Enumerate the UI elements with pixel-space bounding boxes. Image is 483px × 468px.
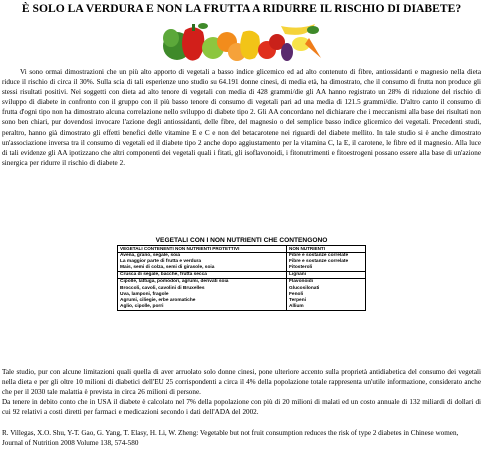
table-cell-non-nutrient: Fenoli <box>287 292 366 298</box>
vegetables-and-fruit-illustration <box>163 16 323 64</box>
table-cell-vegetable: Avena, grano, segale, soia <box>118 253 287 260</box>
table-row <box>118 272 366 279</box>
intro-paragraph: Vi sono ormai dimostrazioni che un più alto apporto di vegetali a basso indice glicemico ed ad alto contenuto di fibre, antiossidanti e magnesio nella dieta riduce il rischio di circa il 30%. Sulla scia di tali esperienze uno studio su 64.191 donne cinesi, di media età, ha dimostrato, che il consumo di frutta non produce gli stessi risultati positivi. Nei soggetti con dieta ad alto tenore di vegetali con media di 428 grammi/die gli AA hanno registrato un 28% di riduzione del rischio di sviluppo di diabete in confronto con il gruppo con il più basso tenore di consumo di vegetali pari ad una media di 121.5 grammi/die. D'altro canto il consumo di frutta d'ogni tipo non ha dimostrato alcuna correlazione nello sviluppo di diabete tipo 2. Gli AA concordano nel dichiarare che i meccanismi alla base dei risultati non sono ben chiari, pur dovendosi invocare l'azione degli antiossidanti, delle fibre, del magnesio o del semplice basso indice glicemico dei vegetali. Precedenti studi, peraltro, hanno già dimostrato gli effetti benefici delle vitamine E e C e non del betacarotene nei riguardi del diabete mellito. In tale studio si è anche dimostrato un'associazione inversa tra il consumo di vegetali ed il diabete tipo 2 anche dopo aggiustamento per la vitamina C, la E, il carotene, le fibre ed il magnesio. Alla luce di tali evidenze gli AA ipotizzano che altri componenti dei vegetali quali i fitati, gli isoflavonoidi, i fitonutrimenti e fitoestrogeni possano essere alla base di un'azione sinergica per ridurre il rischio di diabete 2. <box>2 68 481 167</box>
table-cell-vegetable: Uva, lamponi, fragole <box>118 292 287 298</box>
table-cell-vegetable: Mais, semi di colza, semi di girasole, soia <box>118 265 287 272</box>
discussion-paragraph: Tale studio, pur con alcune limitazioni quali quella di aver arruolato solo donne cinesi, pone ulteriore accento sulla proprietà antidiabetica del consumo dei vegetali nella dieta e per gli oltre 10 milioni di diabetici dell'EU 25 corrispondenti a circa il 4% della popolazione totale rappresenta un'utile informazione, considerato anche che per il 2030 tale malattia è prevista in circa 26 milioni di persone. <box>2 368 481 397</box>
table-cell-non-nutrient: Lignani <box>287 272 366 279</box>
table-cell-vegetable: Cipolle, lattuga, pomodori, agrumi, derivati soia <box>118 279 287 286</box>
table-cell-vegetable: Crusca di segale, bacche, frutta secca <box>118 272 287 279</box>
table-row <box>118 304 366 311</box>
table-cell-vegetable: Aglio, cipolle, porri <box>118 304 287 311</box>
table-cell-non-nutrient: Allium <box>287 304 366 311</box>
table-row <box>118 279 366 286</box>
table-cell-non-nutrient: Fibre e sostanze correlate <box>287 259 366 265</box>
table-cell-non-nutrient: Glucosilonati <box>287 286 366 292</box>
table-header-non-nutrients: NON NUTRIENTI <box>287 246 366 253</box>
table-row <box>118 265 366 272</box>
table-cell-vegetable: Agrumi, ciliegie, erbe aromatiche <box>118 298 287 304</box>
nutrients-table <box>117 245 366 311</box>
reference-citation: R. Villegas, X.O. Shu, Y-T. Gao, G. Yang, T. Elasy, H. Li, W. Zheng: Vegetable but not fruit consumption reduces the risk of type 2 diabetes in Chinese women, Journal of Nutrition 2008 Volume 138, 574-580 <box>2 429 459 448</box>
table-header-vegetables: VEGETALI CONTENENTI NON NUTRIENTI PROTETTIVI <box>118 246 287 253</box>
table-cell-non-nutrient: Terpeni <box>287 298 366 304</box>
table-cell-non-nutrient: Fitosteroli <box>287 265 366 272</box>
page-title: È SOLO LA VERDURA E NON LA FRUTTA A RIDURRE IL RISCHIO DI DIABETE? <box>21 2 462 15</box>
table-cell-non-nutrient: Fibre e sostanze correlate <box>287 253 366 260</box>
table-cell-non-nutrient: Flavonoidi <box>287 279 366 286</box>
table-title: VEGETALI CON I NON NUTRIENTI CHE CONTENGONO <box>155 237 328 244</box>
table-header-row <box>118 246 366 253</box>
usa-data-paragraph: Da tenere in debito conto che in USA il diabete è calcolato nel 7% della popolazione con più di 20 milioni di malati ed un costo annuale di 132 miliardi di dollari di cui 92 relativi a costi diretti per farmaci e medicazioni secondo i dati dell'ADA del 2002. <box>2 398 481 417</box>
table-cell-vegetable: Broccoli, cavoli, cavolini di Bruxelles <box>118 286 287 292</box>
nutrients-table-section <box>117 237 366 311</box>
table-cell-vegetable: La maggior parte di frutta e verdura <box>118 259 287 265</box>
